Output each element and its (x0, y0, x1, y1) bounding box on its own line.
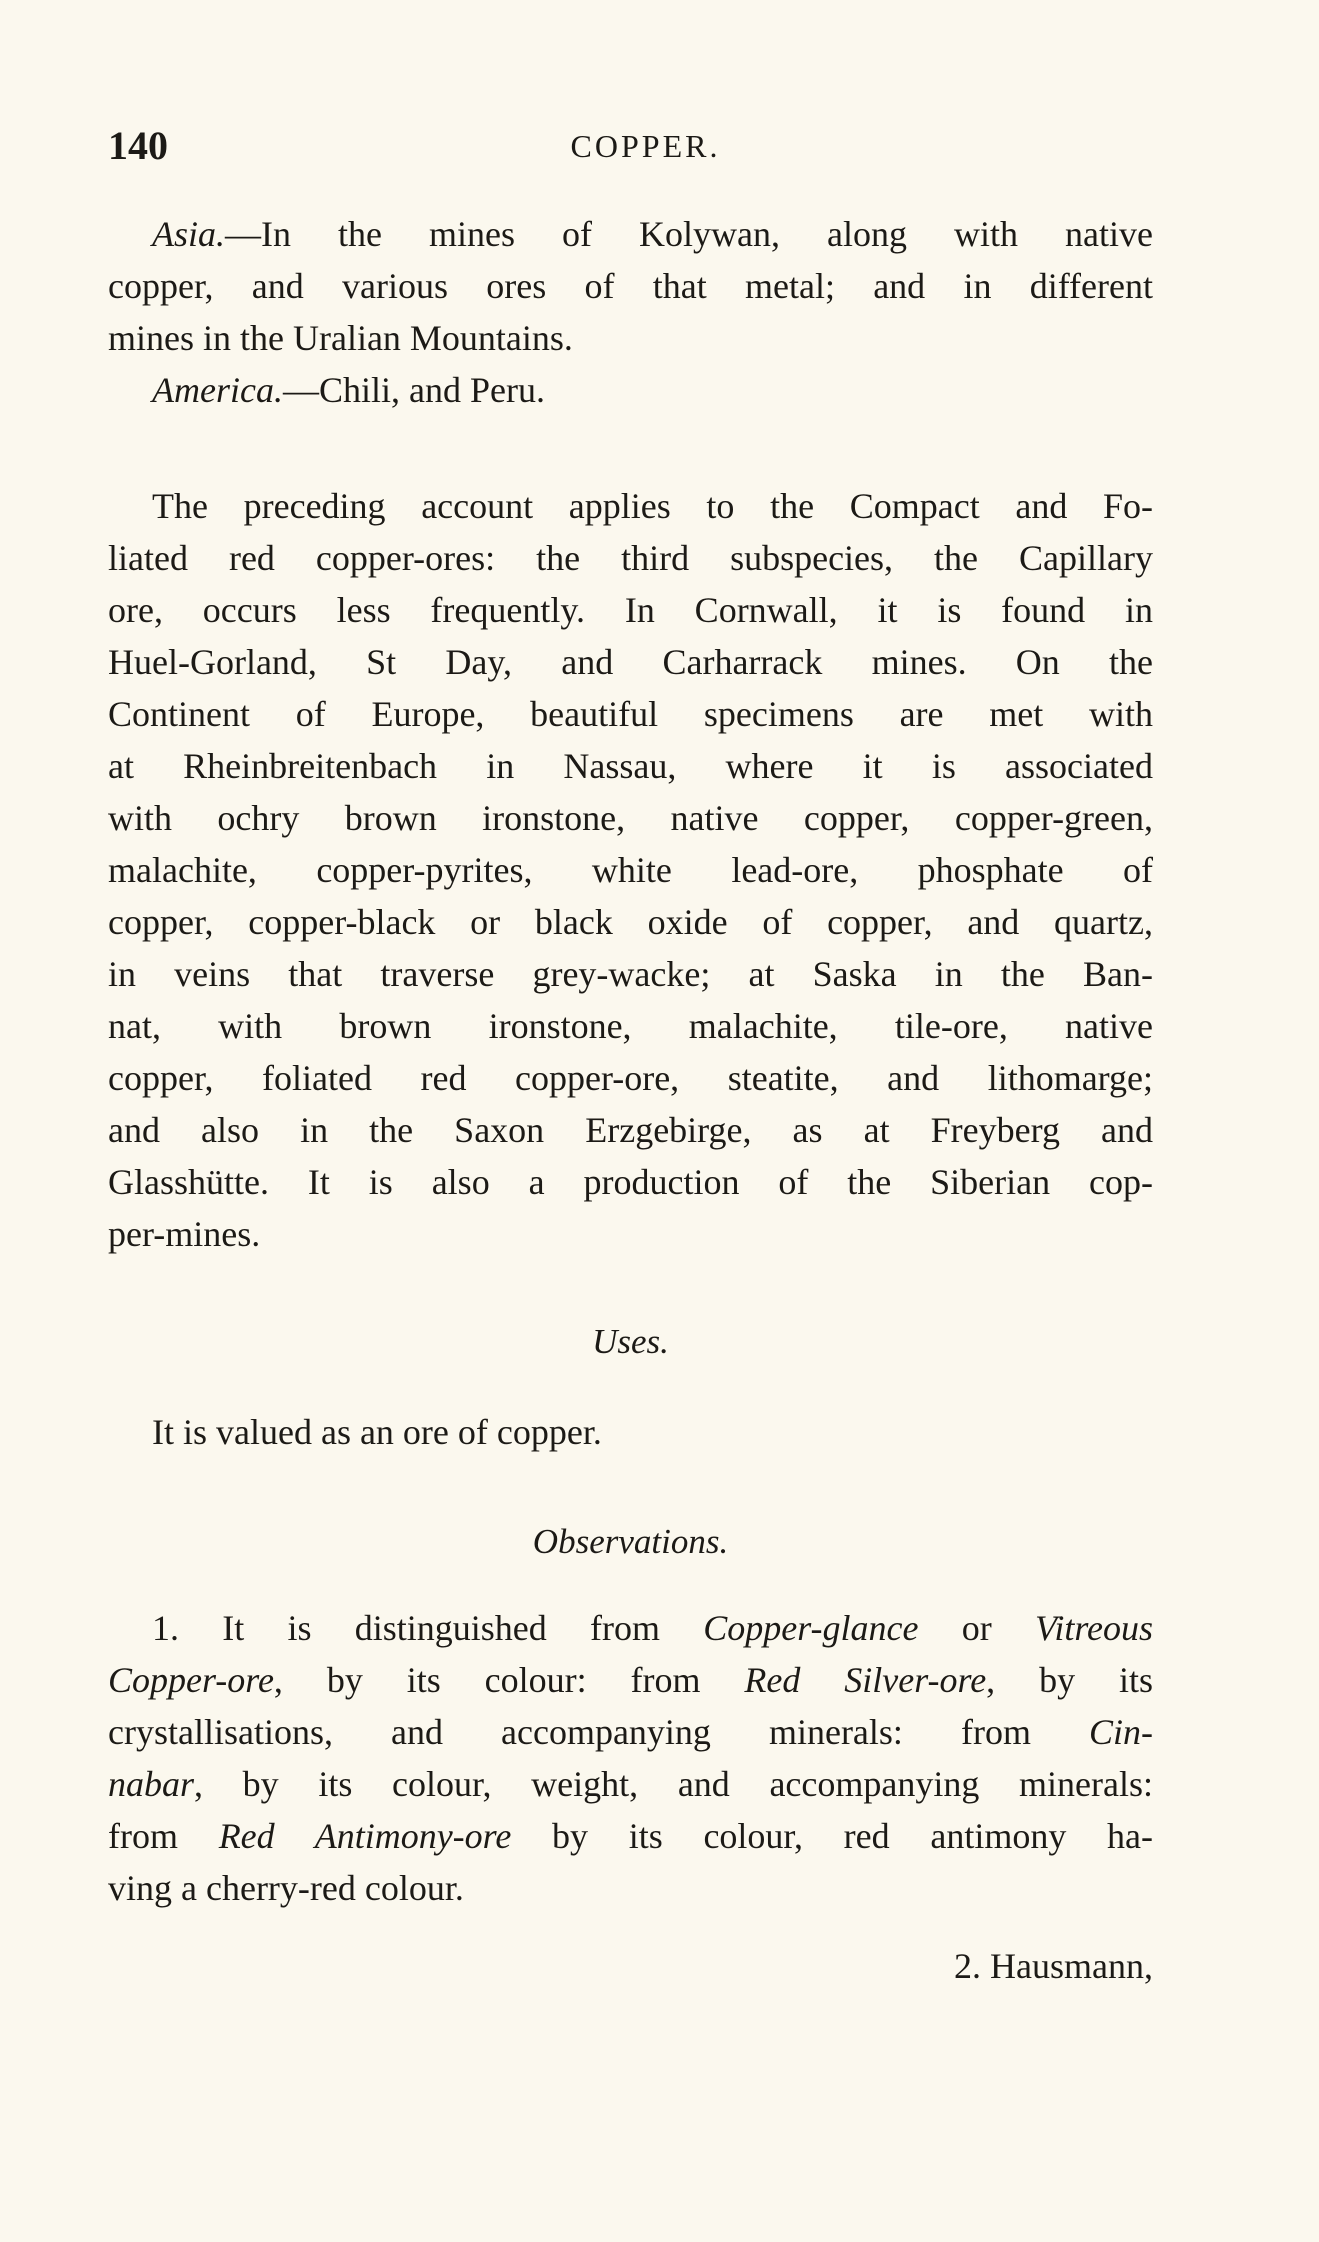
para-line: nat, with brown ironstone, malachite, tile-ore, native (108, 1006, 1153, 1046)
america-label: America. (152, 370, 283, 410)
asia-text: —In the mines of Kolywan, along with native (225, 214, 1153, 254)
running-head: COPPER. (570, 128, 721, 164)
para-line: copper, foliated red copper-ore, steatite, and lithomarge; (108, 1058, 1153, 1098)
obs-text: or (918, 1608, 1035, 1648)
para-line: Glasshütte. It is also a production of the Siberian cop- (108, 1162, 1153, 1202)
para-line: per-mines. (108, 1214, 261, 1254)
observations-heading: Observations. (532, 1522, 729, 1561)
obs-mineral-red-antimony-ore: Red Antimony-ore (218, 1816, 512, 1856)
observation-line-3 (108, 1710, 1153, 1754)
obs-text: , by its colour, weight, and accompanying minerals: (194, 1764, 1153, 1804)
observation-line-1 (108, 1606, 1153, 1650)
obs-text: 1. It is distinguished from (152, 1608, 704, 1648)
observation-line-2 (108, 1658, 1153, 1702)
obs-mineral-vitreous: Vitreous (1035, 1608, 1153, 1648)
para-line: copper, copper-black or black oxide of copper, and quartz, (108, 902, 1153, 942)
uses-heading: Uses. (592, 1322, 669, 1361)
observation-line-4 (108, 1762, 1153, 1806)
para-line: Huel-Gorland, St Day, and Carharrack mines. On the (108, 642, 1153, 682)
para-line: at Rheinbreitenbach in Nassau, where it is associated (108, 746, 1153, 786)
para-line: and also in the Saxon Erzgebirge, as at Freyberg and (108, 1110, 1153, 1150)
para-line: Continent of Europe, beautiful specimens are met with (108, 694, 1153, 734)
uses-text: It is valued as an ore of copper. (152, 1412, 602, 1452)
obs-text: , by its colour: from (273, 1660, 745, 1700)
asia-line-2: copper, and various ores of that metal; and in different (108, 266, 1153, 306)
obs-mineral-red-silver-ore: Red Silver-ore (744, 1660, 987, 1700)
obs-mineral-cinnabar: Cin- (1088, 1712, 1153, 1752)
page-number: 140 (108, 123, 168, 168)
para-line: in veins that traverse grey-wacke; at Saska in the Ban- (108, 954, 1153, 994)
page-header (108, 122, 1153, 172)
obs-text: by its colour, red antimony ha- (511, 1816, 1153, 1856)
america-text: —Chili, and Peru. (282, 370, 545, 410)
obs-text: from (108, 1816, 219, 1856)
asia-label: Asia. (152, 214, 226, 254)
para-line: The preceding account applies to the Compact and Fo- (152, 486, 1153, 526)
para-line: ore, occurs less frequently. In Cornwall, it is found in (108, 590, 1153, 630)
obs-text: crystallisations, and accompanying minerals: from (108, 1712, 1089, 1752)
america-line (108, 368, 1197, 412)
asia-line-3: mines in the Uralian Mountains. (108, 318, 573, 358)
obs-mineral-copper-ore: Copper-ore (108, 1660, 274, 1700)
catchword: 2. Hausmann, (954, 1946, 1153, 1986)
obs-mineral-cinnabar-cont: nabar (108, 1764, 195, 1804)
observation-line-6: ving a cherry-red colour. (108, 1868, 464, 1908)
para-line: liated red copper-ores: the third subspecies, the Capillary (108, 538, 1153, 578)
para-line: malachite, copper-pyrites, white lead-ore, phosphate of (108, 850, 1153, 890)
asia-line-1 (108, 212, 1153, 256)
para-line: with ochry brown ironstone, native copper, copper-green, (108, 798, 1153, 838)
obs-mineral-copper-glance: Copper-glance (703, 1608, 919, 1648)
observation-line-5 (108, 1814, 1153, 1858)
obs-text: , by its (986, 1660, 1153, 1700)
